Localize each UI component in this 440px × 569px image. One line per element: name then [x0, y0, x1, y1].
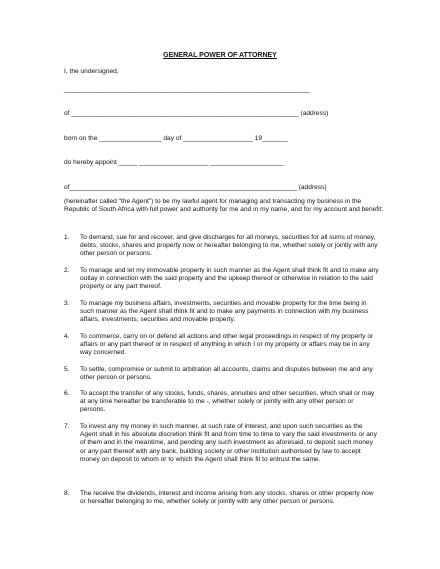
- item-number: 3.: [64, 300, 70, 307]
- birth-date-line: born on the _________________ day of ___________________ 19_______: [64, 135, 288, 142]
- item-text: The receive the dividends, interest and income arising from any stocks, shares or other property now or hereafter belonging to me, whether solely or jointly with any other person or persons.: [80, 490, 374, 506]
- name-blank-line: ___________________________________________________________________: [64, 86, 310, 93]
- item-number: 4.: [64, 333, 70, 340]
- item-text: To demand, sue for and recover, and give discharges for all moneys, securities for all sums of money, debts, stocks, shares and property now or hereafter belonging to me, whether solely or jointly with any other person or persons.: [80, 234, 378, 258]
- undersigned-line: I, the undersigned,: [64, 68, 119, 75]
- item-text: To commerce, carry on or defend all actions and other legal proceedings in respect of my property or affairs or any part thereof or in respect of anything in which I or my property or affairs may be in any way concerned.: [80, 333, 374, 357]
- item-number: 8.: [64, 490, 70, 497]
- item-number: 5.: [64, 366, 70, 373]
- intro-paragraph: (hereinafter called "the Agent") to be my lawful agent for managing and transacting my business in the Republic of South Africa with full power and authority for me and in my name, and for my account and benefit:: [64, 198, 384, 214]
- item-text: To manage and let my immovable property in such manner as the Agent shall think fit and to make any outlay in connection with the said property and the upkeep thereof or otherwise in relation to the said property or any part thereof.: [80, 267, 379, 291]
- item-number: 6.: [64, 390, 70, 397]
- item-text: To invest any my money in such manner, at such rate of interest, and upon such securities as the Agent shall in his absolute discretion think fit and from time to time to vary the said investments or any of them and in the meantime, and pending any such investment as aforesaid, to deposit such money or any part thereof with any bank, building society or other institution authorised by law to accept money on deposit to whom or to which the Agent shall think fit to entrust the same.: [80, 423, 377, 463]
- item-number: 2.: [64, 267, 70, 274]
- item-text: To manage my business affairs, investments, securities and movable property for the time being in such manner as the Agent shall think fit and to make any payments in connection with my business affairs, investments, securities and movable property.: [80, 300, 369, 324]
- address-line-1: of ______________________________________________________________ (address): [64, 110, 329, 117]
- appoint-line: do hereby appoint _____ ___________________ ____________________: [64, 159, 284, 166]
- item-number: 1.: [64, 234, 70, 241]
- address-line-2: of______________________________________________________________ (address): [64, 184, 327, 191]
- document-title: GENERAL POWER OF ATTORNEY: [163, 52, 277, 59]
- item-number: 7.: [64, 423, 70, 430]
- item-text: To settle, compromise or submit to arbitration all accounts, claims and disputes between me and any other person or persons.: [80, 366, 373, 382]
- item-text: To accept the transfer of any stocks, funds, shares, annuities and other securities, which shall or may at any time hereafter be transferable to me -, whether solely or jointly with any other person or persons.: [80, 390, 375, 414]
